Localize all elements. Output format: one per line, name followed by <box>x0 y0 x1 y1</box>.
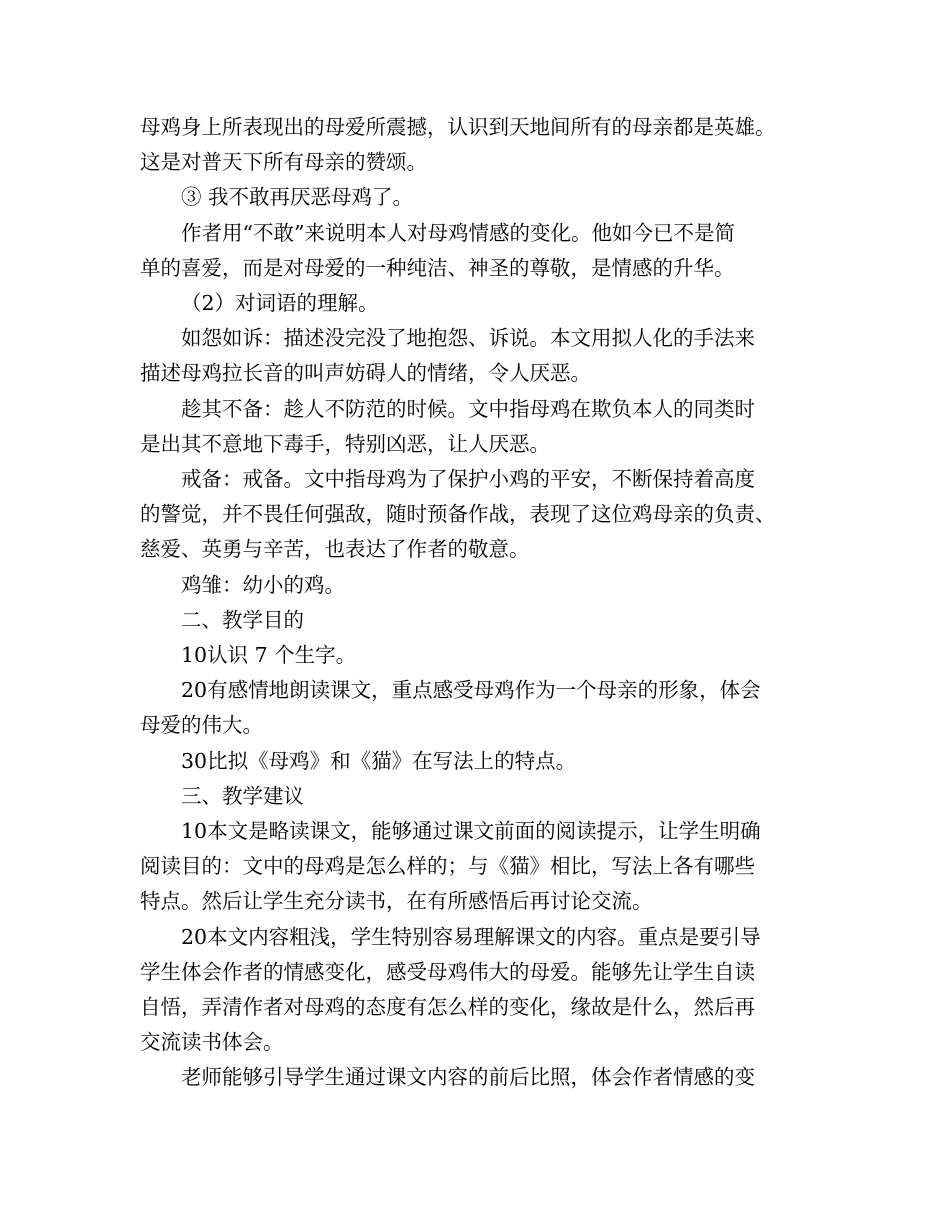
text-line: 趁其不备：趁人不防范的时候。文中指母鸡在欺负本人的同类时 <box>181 396 755 421</box>
paragraph <box>140 180 820 215</box>
text-line: 鸡雏：幼小的鸡。 <box>181 572 345 597</box>
text-line: 的警觉，并不畏任何强敌，随时预备作战，表现了这位鸡母亲的负责、 <box>140 502 776 527</box>
paragraph <box>140 568 820 603</box>
text-line: 10本文是略读课文，能够通过课文前面的阅读提示，让学生明确 <box>181 819 761 844</box>
paragraph <box>140 1060 820 1095</box>
text-line: 描述母鸡拉长音的叫声妨碍人的情绪，令人厌恶。 <box>140 361 591 386</box>
paragraph <box>140 603 820 638</box>
text-line: （2）对词语的理解。 <box>181 291 379 316</box>
text-line: 单的喜爱，而是对母爱的一种纯洁、神圣的尊敬，是情感的升华。 <box>140 255 735 280</box>
paragraph <box>140 638 820 673</box>
text-line: 交流读书体会。 <box>140 1030 284 1055</box>
text-line: 慈爱、英勇与辛苦，也表达了作者的敬意。 <box>140 537 530 562</box>
paragraph <box>140 673 820 743</box>
paragraph <box>140 321 820 391</box>
text-line: 如怨如诉：描述没完没了地抱怨、诉说。本文用拟人化的手法来 <box>181 326 755 351</box>
paragraph <box>140 814 820 920</box>
text-line: 30比拟《母鸡》和《猫》在写法上的特点。 <box>181 748 577 773</box>
paragraph <box>140 216 820 286</box>
text-line: 是出其不意地下毒手，特别凶恶，让人厌恶。 <box>140 431 550 456</box>
text-line: 阅读目的：文中的母鸡是怎么样的；与《猫》相比，写法上各有哪些 <box>140 854 755 879</box>
paragraph <box>140 462 820 568</box>
text-line: 这是对普天下所有母亲的赞颂。 <box>140 150 427 175</box>
paragraph <box>140 779 820 814</box>
text-line: 二、教学目的 <box>181 607 304 632</box>
text-line: 20本文内容粗浅，学生特别容易理解课文的内容。重点是要引导 <box>181 924 761 949</box>
text-line: 20有感情地朗读课文，重点感受母鸡作为一个母亲的形象，体会 <box>181 678 761 703</box>
text-line: 老师能够引导学生通过课文内容的前后比照，体会作者情感的变 <box>181 1065 755 1090</box>
text-line: ③ 我不敢再厌恶母鸡了。 <box>181 185 414 210</box>
paragraph <box>140 110 820 180</box>
document-body <box>140 110 820 1096</box>
text-line: 特点。然后让学生充分读书，在有所感悟后再讨论交流。 <box>140 889 653 914</box>
text-line: 戒备：戒备。文中指母鸡为了保护小鸡的平安，不断保持着高度 <box>181 467 755 492</box>
text-line: 母鸡身上所表现出的母爱所震撼，认识到天地间所有的母亲都是英雄。 <box>140 115 776 139</box>
paragraph <box>140 744 820 779</box>
paragraph <box>140 286 820 321</box>
text-line: 自悟，弄清作者对母鸡的态度有怎么样的变化，缘故是什么，然后再 <box>140 995 755 1020</box>
text-line: 学生体会作者的情感变化，感受母鸡伟大的母爱。能够先让学生自读 <box>140 959 755 984</box>
paragraph <box>140 920 820 1061</box>
paragraph <box>140 392 820 462</box>
text-line: 三、教学建议 <box>181 783 304 808</box>
text-line: 母爱的伟大。 <box>140 713 263 738</box>
text-line: 10认识 7 个生字。 <box>181 643 357 668</box>
text-line: 作者用“不敢”来说明本人对母鸡情感的变化。他如今已不是简 <box>181 220 735 245</box>
